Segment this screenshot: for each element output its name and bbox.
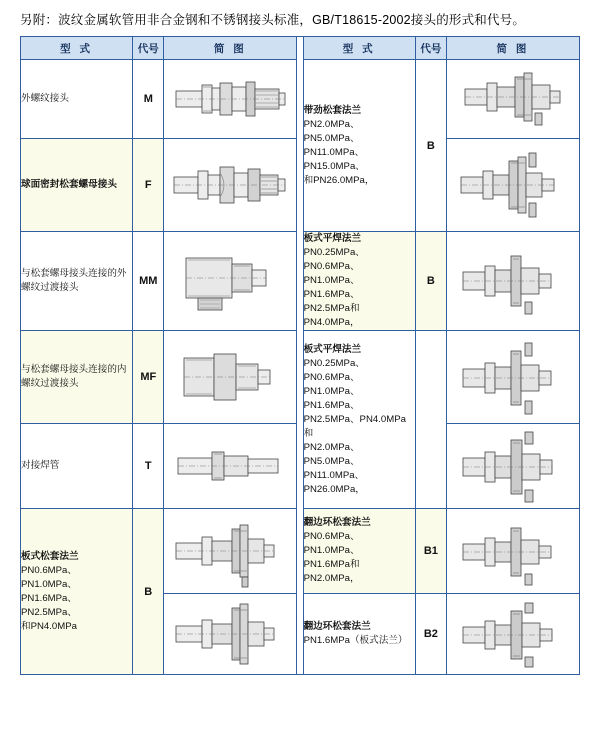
right-type-line: PN0.25MPa、PN0.6MPa、 — [303, 247, 365, 272]
right-figure-flared-b1 — [446, 509, 579, 594]
header-code-right: 代号 — [415, 37, 446, 60]
header-figure-left: 简 图 — [164, 37, 297, 60]
right-figure-ribbed-a — [446, 60, 579, 139]
flared-ring-lap-flange-plate-icon — [451, 599, 575, 669]
table-row — [21, 60, 580, 139]
left-figure-mm — [164, 232, 297, 331]
right-type-flared-b1 — [303, 509, 415, 594]
right-type-line: 翻边环松套法兰 — [303, 517, 371, 528]
right-code-flatweld-2 — [415, 331, 446, 509]
right-type-line: PN1.6MPa（板式法兰） — [303, 635, 408, 646]
right-figure-flatweld-a — [446, 232, 579, 331]
right-type-line: 和PN26.0MPa， — [303, 174, 375, 186]
ribbed-lap-flange-a-icon — [451, 65, 575, 133]
plate-flat-weld-flange-c-icon — [451, 428, 575, 504]
right-figure-flatweld-b — [446, 331, 579, 424]
left-figure-b-a — [164, 509, 297, 594]
right-type-line: 板式平焊法兰 — [303, 343, 362, 355]
right-type-line: PN2.0MPa、PN5.0MPa、 — [303, 441, 360, 467]
right-type-line: 翻边环松套法兰 — [303, 621, 371, 632]
right-type-line: PN2.5MPa和PN4.0MPa， — [303, 303, 360, 328]
right-type-line: PN1.6MPa和PN2.0MPa， — [303, 559, 360, 584]
left-type-mf: 与松套螺母接头连接的内螺纹过渡接头 — [21, 331, 133, 424]
left-type-line: PN0.6MPa、PN1.0MPa、 — [21, 564, 77, 590]
left-code-m: M — [133, 60, 164, 139]
right-type-line: PN11.0MPa、PN15.0MPa、 — [303, 146, 365, 172]
left-type-t: 对接焊管 — [21, 424, 133, 509]
left-code-mm: MM — [133, 232, 164, 331]
left-type-line: 板式松套法兰 — [21, 550, 79, 562]
header-figure-right: 简 图 — [446, 37, 579, 60]
table-row — [21, 331, 580, 424]
ribbed-lap-flange-b-icon — [451, 147, 575, 223]
table-row — [21, 139, 580, 232]
right-figure-flatweld-c — [446, 424, 579, 509]
right-figure-ribbed-b — [446, 139, 579, 232]
left-type-b — [21, 509, 133, 675]
right-type-line: PN0.25MPa、PN0.6MPa、 — [303, 357, 365, 383]
right-type-line: PN2.0MPa、PN5.0MPa、 — [303, 118, 360, 144]
spherical-seal-nut-fitting-icon — [168, 153, 292, 217]
right-type-line: PN11.0MPa、PN26.0MPa， — [303, 469, 365, 495]
right-type-flatweld-1 — [303, 232, 415, 331]
left-code-t: T — [133, 424, 164, 509]
right-type-line: PN1.0MPa、PN1.6MPa、 — [303, 385, 360, 411]
table-header-row — [21, 37, 580, 60]
right-type-flared-b2 — [303, 594, 415, 675]
right-type-line: 板式平焊法兰 — [303, 233, 362, 244]
plate-lap-joint-flange-icon — [168, 513, 292, 589]
left-type-line: PN1.6MPa、PN2.5MPa、 — [21, 592, 77, 618]
column-gap-cell — [297, 139, 303, 232]
right-type-line: PN2.5MPa、PN4.0MPa 和 — [303, 413, 406, 439]
spec-table — [20, 36, 580, 675]
right-code-flared-b2: B2 — [415, 594, 446, 675]
table-row — [21, 424, 580, 509]
left-figure-m — [164, 60, 297, 139]
plate-flat-weld-flange-a-icon — [451, 242, 575, 320]
left-type-f: 球面密封松套螺母接头 — [21, 139, 133, 232]
table-row — [21, 232, 580, 331]
left-figure-b-b — [164, 594, 297, 675]
left-type-mm: 与松套螺母接头连接的外螺纹过渡接头 — [21, 232, 133, 331]
left-figure-mf — [164, 331, 297, 424]
plate-flat-weld-flange-b-icon — [451, 337, 575, 417]
left-code-mf: MF — [133, 331, 164, 424]
right-code-flared-b1: B1 — [415, 509, 446, 594]
left-code-f: F — [133, 139, 164, 232]
left-figure-f — [164, 139, 297, 232]
right-code-flatweld-1: B — [415, 232, 446, 331]
table-row — [21, 509, 580, 594]
spec-table-wrapper — [0, 36, 600, 675]
butt-weld-pipe-icon — [168, 434, 292, 498]
right-type-ribbed-flange — [303, 60, 415, 232]
internal-thread-transition-fitting-icon — [168, 342, 292, 412]
male-thread-fitting-icon — [168, 69, 292, 129]
right-figure-flared-b2 — [446, 594, 579, 675]
right-type-line: PN1.0MPa、PN1.6MPa、 — [303, 275, 360, 300]
external-thread-transition-fitting-icon — [168, 244, 292, 318]
left-code-b: B — [133, 509, 164, 675]
flared-ring-lap-flange-icon — [451, 514, 575, 588]
right-type-flatweld-2 — [303, 331, 415, 509]
left-type-m: 外螺纹接头 — [21, 60, 133, 139]
left-figure-t — [164, 424, 297, 509]
header-code-left: 代号 — [133, 37, 164, 60]
header-type-right: 型 式 — [303, 37, 415, 60]
left-type-line: 和PN4.0MPa — [21, 620, 77, 632]
page-title: 另附：波纹金属软管用非合金钢和不锈钢接头标准，GB/T18615-2002接头的形式和代号。 — [20, 13, 526, 27]
right-type-line: PN0.6MPa、PN1.0MPa、 — [303, 531, 360, 556]
plate-lap-joint-flange-b-icon — [168, 598, 292, 670]
column-gap-cell — [297, 424, 303, 509]
right-type-line: 带劲松套法兰 — [303, 104, 362, 116]
header-type-left: 型 式 — [21, 37, 133, 60]
right-code-ribbed-flange: B — [415, 60, 446, 232]
